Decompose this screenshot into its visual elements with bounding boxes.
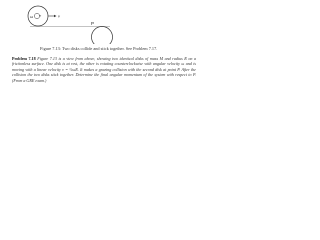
problem-text: Figure 7.13 is a view from above, showing two identical disks of mass M and radius R on a frictionless surface. One disk is at rest, the other is rotating counterclockwise with angular velocity ω and is moving with a linear velocity v = ½ωR. It makes a grazing collision with the second disk at point P. After the collision the two disks stick together. Determine the final angular momentum of the system with respect to P. (From a GRE exam.) [12, 56, 197, 83]
collision-figure [0, 0, 200, 44]
stationary-disk [92, 27, 113, 45]
problem-label: Problem 7.18 [12, 56, 36, 61]
figure-caption: Figure 7.13: Two disks collide and stick together. See Problem 7.17. [40, 46, 158, 51]
contact-point-label: P [91, 21, 95, 26]
velocity-label: v [58, 13, 61, 19]
problem-statement [12, 56, 196, 83]
omega-label: ω [30, 14, 34, 19]
velocity-arrow-icon [54, 15, 57, 18]
rotation-arrow-icon [34, 13, 39, 18]
